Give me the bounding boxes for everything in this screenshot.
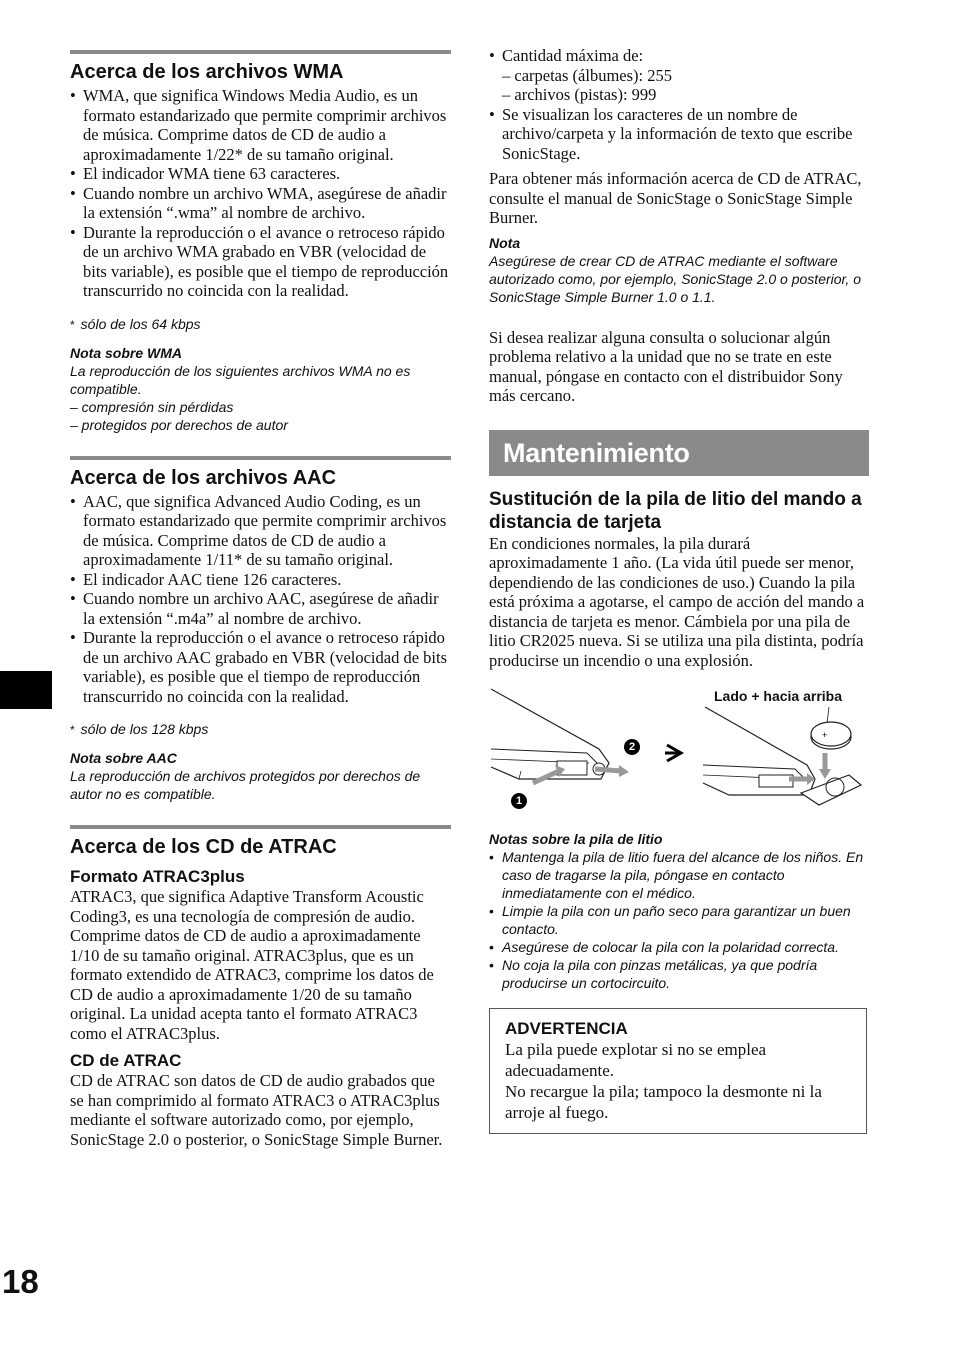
- warning-box: [489, 1008, 867, 1134]
- max-files: – archivos (pistas): 999: [502, 85, 657, 104]
- atrac-title: Acerca de los CD de ATRAC: [70, 836, 337, 858]
- wma-section: [70, 50, 451, 434]
- list-item: • AAC, que significa Advanced Audio Coding, es un formato estandarizado que permite comprimir archivos de música. Comprime datos de CD de audio a aproximadamente 1/11* de su tamaño original.: [70, 492, 451, 570]
- list-item: • Limpie la pila con un paño seco para garantizar un buen contacto.: [489, 902, 869, 938]
- footnote-text: sólo de los 64 kbps: [80, 315, 201, 332]
- battery-title: Sustitución de la pila de litio del mando a distancia de tarjeta: [489, 488, 862, 533]
- section-rule: [70, 50, 451, 54]
- atrac-cd-text: CD de ATRAC son datos de CD de audio grabados que se han comprimido al formato ATRAC3 o ATRAC3plus mediante el software autorizado como, por ejemplo, SonicStage 2.0 o posterior, o SonicStage Simple Burner.: [70, 1071, 443, 1149]
- list-item: • Durante la reproducción o el avance o retroceso rápido de un archivo AAC grabado en VBR (velocidad de bits variable), es posible que el tiempo de reproducción transcurrido no coincida con la realidad.: [70, 628, 451, 706]
- list-item: • Cuando nombre un archivo AAC, asegúrese de añadir la extensión “.m4a” al nombre de archivo.: [70, 589, 451, 628]
- wma-note-title: Nota sobre WMA: [70, 344, 182, 361]
- list-item: • No coja la pila con pinzas metálicas, ya que podría producirse un cortocircuito.: [489, 956, 869, 992]
- footnote-mark: *: [70, 723, 75, 737]
- wma-note-line: La reproducción de los siguientes archivos WMA no es compatible.: [70, 362, 411, 397]
- wma-note-line: – compresión sin pérdidas: [70, 398, 234, 415]
- page-number: 18: [2, 1263, 39, 1300]
- aac-footnote: [70, 720, 451, 739]
- wma-note-line: – protegidos por derechos de autor: [70, 416, 288, 433]
- battery-notes-title: Notas sobre la pila de litio: [489, 831, 663, 847]
- list-item: • Se visualizan los caracteres de un nombre de archivo/carpeta y la información de texto que escribe SonicStage.: [489, 105, 869, 164]
- list-item: • WMA, que significa Windows Media Audio, es un formato estandarizado que permite comprimir archivos de música. Comprime datos de CD de audio a aproximadamente 1/22* de su tamaño original.: [70, 86, 451, 164]
- section-gap: [70, 434, 451, 456]
- list-item: • El indicador AAC tiene 126 caracteres.: [70, 570, 451, 590]
- warning-line: La pila puede explotar si no se emplea adecuadamente.: [505, 1040, 767, 1080]
- step-1-badge: 1: [511, 793, 527, 809]
- list-item: • Asegúrese de colocar la pila con la polaridad correcta.: [489, 938, 869, 956]
- list-item: • Mantenga la pila de litio fuera del alcance de los niños. En caso de tragarse la pila, póngase en contacto inmediatamente con el médico.: [489, 848, 869, 902]
- wma-footnote: [70, 315, 451, 334]
- maintenance-banner: Mantenimiento: [489, 430, 869, 476]
- svg-text:+: +: [822, 730, 828, 740]
- aac-note-text: La reproducción de archivos protegidos por derechos de autor no es compatible.: [70, 768, 421, 802]
- list-item: • El indicador WMA tiene 63 caracteres.: [70, 164, 451, 184]
- atrac-limits-list: [489, 46, 869, 163]
- atrac-cd-title: CD de ATRAC: [70, 1051, 182, 1070]
- footnote-text: sólo de los 128 kbps: [80, 721, 209, 737]
- list-item: [489, 46, 869, 105]
- polarity-label: Lado + hacia arriba: [714, 688, 842, 704]
- aac-note-title: Nota sobre AAC: [70, 750, 177, 766]
- atrac-format-text: ATRAC3, que significa Adaptive Transform Acoustic Coding3, es una tecnología de compresión de audio. Comprime datos de CD de audio a aproximadamente 1/10 de su tamaño original. ATRAC3plus, que es un formato extendido de ATRAC3, comprime los datos de CD de audio a aproximadamente 1/20 de su tamaño original. La unidad acepta tanto el formato ATRAC3 como el ATRAC3plus.: [70, 887, 434, 1043]
- warning-line: No recargue la pila; tampoco la desmonte ni la arroje al fuego.: [505, 1082, 822, 1122]
- left-column: [70, 50, 451, 1149]
- remote-battery-drawing: [489, 687, 869, 827]
- footnote-mark: *: [70, 317, 75, 332]
- more-info-text: Para obtener más información acerca de CD de ATRAC, consulte el manual de SonicStage o SonicStage Simple Burner.: [489, 169, 862, 227]
- contact-text: Si desea realizar alguna consulta o solucionar algún problema relativo a la unidad que no se trate en este manual, póngase en contacto con el distribuidor Sony más cercano.: [489, 327, 843, 405]
- atrac-format-title: Formato ATRAC3plus: [70, 867, 245, 886]
- list-item: • Cuando nombre un archivo WMA, asegúrese de añadir la extensión “.wma” al nombre de archivo.: [70, 184, 451, 223]
- aac-title: Acerca de los archivos AAC: [70, 466, 337, 489]
- section-rule: [70, 825, 451, 829]
- wma-title: Acerca de los archivos WMA: [70, 61, 344, 83]
- warning-title: ADVERTENCIA: [505, 1019, 628, 1038]
- section-gap: [70, 803, 451, 825]
- step-2-badge: 2: [624, 739, 640, 755]
- right-column: [489, 46, 869, 1134]
- wma-bullet-list: [70, 86, 451, 301]
- max-folders: – carpetas (álbumes): 255: [502, 65, 672, 85]
- max-count-label: Cantidad máxima de:: [502, 46, 644, 65]
- right-note-text: Asegúrese de crear CD de ATRAC mediante el software autorizado como, por ejemplo, SonicStage 2.0 o posterior, o SonicStage Simple Burner 1.0 o 1.1.: [489, 252, 861, 305]
- atrac-section: [70, 825, 451, 1149]
- battery-replacement-illustration: [489, 687, 869, 827]
- battery-text: En condiciones normales, la pila durará aproximadamente 1 año. (La vida útil puede ser menor, dependiendo de las condiciones de uso.) Cuando la pila está próxima a agotarse, el campo de acción del mando a distancia de tarjeta es menor. Cámbiela por una pila de litio CR2025 nueva. Si se utiliza una pila distinta, podría producirse un incendio o una explosión.: [489, 533, 865, 670]
- section-tab-marker: [0, 671, 52, 709]
- section-rule: [70, 456, 451, 460]
- right-note-title: Nota: [489, 234, 521, 251]
- aac-bullet-list: [70, 492, 451, 707]
- battery-notes-list: [489, 848, 869, 992]
- list-item: • Durante la reproducción o el avance o retroceso rápido de un archivo WMA grabado en VBR (velocidad de bits variable), es posible que el tiempo de reproducción transcurrido no coincida con la realidad.: [70, 223, 451, 301]
- aac-section: [70, 456, 451, 804]
